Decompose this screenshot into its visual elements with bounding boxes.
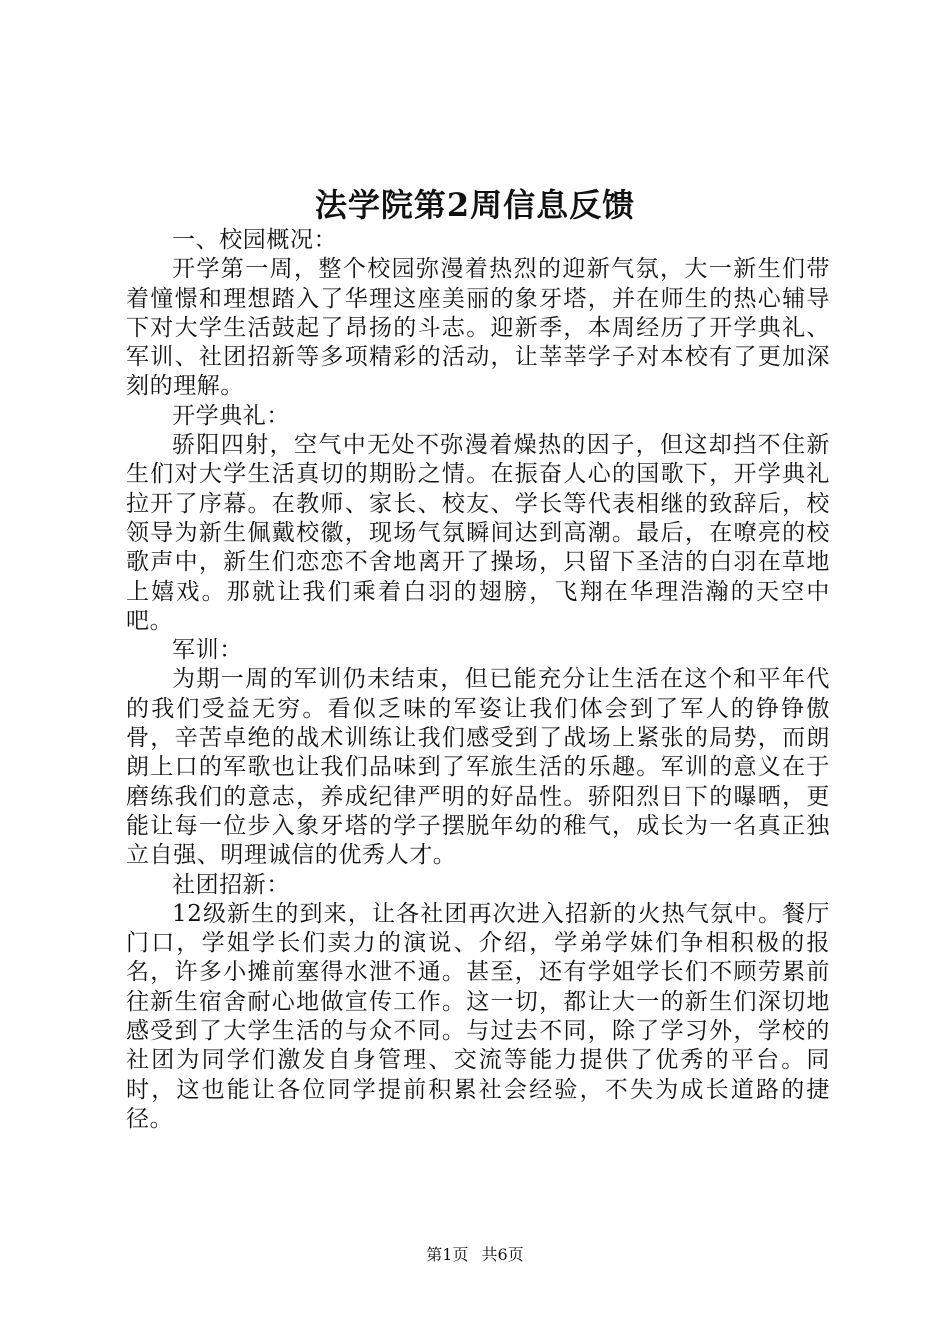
paragraph: 骄阳四射，空气中无处不弥漫着燥热的因子，但这却挡不住新生们对大学生活真切的期盼之情。在振奋人心的国歌下，开学典礼拉开了序幕。在教师、家长、校友、学长等代表相继的致辞后，校领导为新生佩戴校徽，现场气氛瞬间达到高潮。最后，在嘹亮的校歌声中，新生们恋恋不舍地离开了操场，只留下圣洁的白羽在草地上嬉戏。那就让我们乘着白羽的翅膀，飞翔在华理浩瀚的天空中吧。 [126, 432, 830, 634]
page-number: 第1页 [426, 1245, 469, 1264]
document-body [126, 226, 830, 1134]
page-footer [0, 1243, 950, 1267]
section-heading: 社团招新： [172, 871, 290, 898]
page-total: 共6页 [481, 1245, 524, 1264]
paragraph: 12级新生的到来，让各社团再次进入招新的火热气氛中。餐厅门口，学姐学长们卖力的演说、介绍，学弟学妹们争相积极的报名，许多小摊前塞得水泄不通。甚至，还有学姐学长们不顾劳累前往新生宿舍耐心地做宣传工作。这一切，都让大一的新生们深切地感受到了大学生活的与众不同。与过去不同，除了学习外，学校的社团为同学们激发自身管理、交流等能力提供了优秀的平台。同时，这也能让各位同学提前积累社会经验，不失为成长道路的捷径。 [126, 900, 830, 1132]
section-heading: 开学典礼： [172, 402, 290, 429]
section-heading: 军训： [172, 637, 243, 664]
paragraph: 为期一周的军训仍未结束，但已能充分让生活在这个和平年代的我们受益无穷。看似乏味的军姿让我们体会到了军人的铮铮傲骨，辛苦卓绝的战术训练让我们感受到了战场上紧张的局势，而朗朗上口的军歌也让我们品味到了军旅生活的乐趣。军训的意义在于磨练我们的意志，养成纪律严明的好品性。骄阳烈日下的曝晒，更能让每一位步入象牙塔的学子摆脱年幼的稚气，成长为一名真正独立自强、明理诚信的优秀人才。 [126, 666, 830, 869]
paragraph: 开学第一周，整个校园弥漫着热烈的迎新气氛，大一新生们带着憧憬和理想踏入了华理这座美丽的象牙塔，并在师生的热心辅导下对大学生活鼓起了昂扬的斗志。迎新季，本周经历了开学典礼、军训、社团招新等多项精彩的活动，让莘莘学子对本校有了更加深刻的理解。 [126, 256, 830, 400]
document-title: 法学院第2周信息反馈 [314, 186, 636, 224]
section-heading: 一、校园概况： [172, 227, 338, 253]
